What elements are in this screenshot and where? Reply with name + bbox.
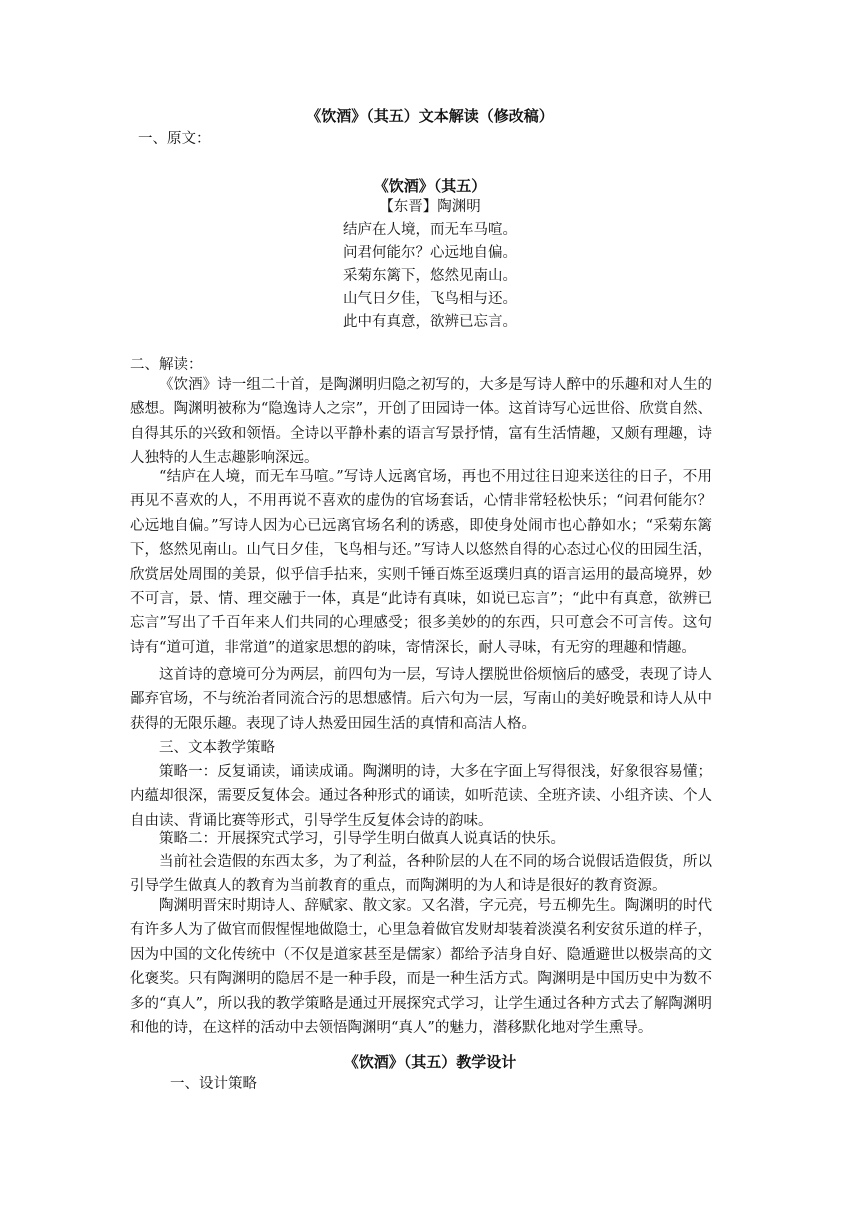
poem-title: 《饮酒》（其五）	[373, 177, 487, 195]
poem-author: 【东晋】陶渊明	[379, 199, 481, 215]
poem-line: 问君何能尔？心远地自偏。	[343, 245, 517, 261]
paragraph-context: 当前社会造假的东西太多，为了利益，各种阶层的人在不同的场合说假话造假货，所以引导学生做真人的教育为当前教育的重点，而陶渊明的为人和诗是很好的教育资源。	[130, 854, 712, 895]
section-heading-strategy: 三、文本教学策略	[159, 740, 275, 756]
poem-line: 结庐在人境，而无车马喧。	[343, 222, 517, 238]
paragraph-biography: 陶渊明晋宋时期诗人、辞赋家、散文家。又名潜，字元亮，号五柳先生。陶渊明的时代有许多人为了做官而假惺惺地做隐士，心里急着做官发财却装着淡漠名利安贫乐道的样子，因为中国的文化传统中（不仅是道家甚至是儒家）都给予洁身自好、隐遁避世以极崇高的文化褒奖。只有陶渊明的隐居不是一种手段，而是一种生活方式。陶渊明是中国历史中为数不多的“真人”，所以我的教学策略是通过开展探究式学习，让学生通过各种方式去了解陶渊明和他的诗，在这样的活动中去领悟陶渊明“真人”的魅力，潜移默化地对学生熏导。	[130, 898, 712, 1037]
poem-line: 山气日夕佳，飞鸟相与还。	[343, 291, 517, 307]
section-heading-original: 一、原文：	[138, 131, 211, 147]
section-heading-design-strategy: 一、设计策略	[170, 1076, 257, 1092]
section-heading-interpretation: 二、解读：	[130, 357, 203, 373]
paragraph-strategy-one: 策略一：反复诵读，诵读成诵。陶渊明的诗，大多在字面上写得很浅，好象很容易懂；内蕴却很深，需要反复体会。通过各种形式的诵读，如听范读、全班齐读、小组齐读、个人自由读、背诵比赛等形式，引导学生反复体会诗的韵味。	[130, 764, 712, 829]
poem-line: 采菊东篱下，悠然见南山。	[343, 268, 517, 284]
paragraph-strategy-two: 策略二：开展探究式学习，引导学生明白做真人说真话的快乐。	[159, 831, 565, 847]
design-title: 《饮酒》（其五）教学设计	[343, 1053, 517, 1071]
paragraph-analysis: “结庐在人境，而无车马喧。”写诗人远离官场，再也不用过往日迎来送往的日子，不用再见不喜欢的人，不用再说不喜欢的虚伪的官场套话，心情非常轻松快乐；“问君何能尔？心远地自偏。”写诗人因为心已远离官场名利的诱惑，即使身处闹市也心静如水；“采菊东篱下，悠然见南山。山气日夕佳，飞鸟相与还。”写诗人以悠然自得的心态过心仪的田园生活，欣赏居处周围的美景，似乎信手拈来，实则千锤百炼至返璞归真的语言运用的最高境界，妙不可言，景、情、理交融于一体，真是“此诗有真味，如说已忘言”；“此中有真意，欲辨已忘言”写出了千百年来人们共同的心理感受；很多美妙的的东西，只可意会不可言传。这句诗有“道可道，非常道”的道家思想的韵味，寄情深长，耐人寻味，有无穷的理趣和情趣。	[130, 469, 712, 656]
poem-line: 此中有真意，欲辨已忘言。	[343, 314, 517, 330]
paragraph-intro: 《饮酒》诗一组二十首，是陶渊明归隐之初写的，大多是写诗人醉中的乐趣和对人生的感想。陶渊明被称为“隐逸诗人之宗”，开创了田园诗一体。这首诗写心远世俗、欣赏自然、自得其乐的兴致和领悟。全诗以平静朴素的语言写景抒情，富有生活情趣，又颇有理趣，诗人独特的人生志趣影响深远。	[130, 377, 712, 467]
document-title: 《饮酒》（其五）文本解读（修改稿）	[306, 107, 554, 125]
paragraph-structure: 这首诗的意境可分为两层，前四句为一层，写诗人摆脱世俗烦恼后的感受，表现了诗人鄙弃官场，不与统治者同流合污的思想感情。后六句为一层，写南山的美好晚景和诗人从中获得的无限乐趣。表现了诗人热爱田园生活的真情和高洁人格。	[130, 667, 712, 732]
